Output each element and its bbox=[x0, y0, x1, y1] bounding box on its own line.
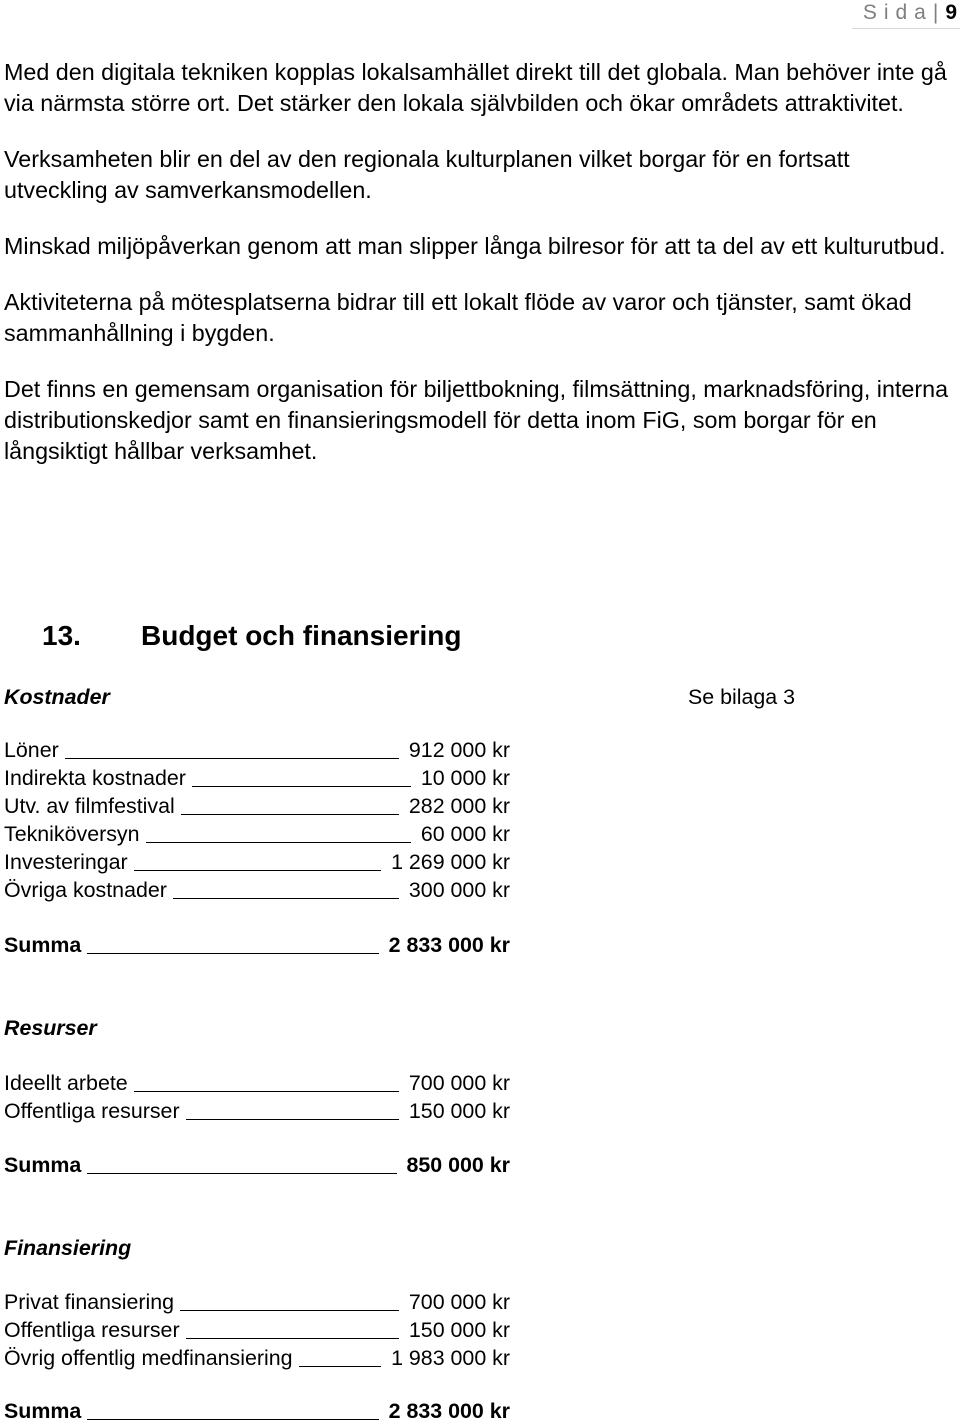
page-header bbox=[863, 0, 957, 26]
costs-heading: Kostnader bbox=[4, 685, 110, 709]
row-label: Investeringar bbox=[4, 850, 128, 874]
total-label: Summa bbox=[4, 933, 82, 957]
section-number: 13. bbox=[42, 620, 81, 651]
fill-line bbox=[87, 1398, 378, 1420]
fill-line bbox=[173, 876, 399, 899]
row-value: 1 983 000 kr bbox=[391, 1346, 510, 1370]
header-separator: | bbox=[932, 1, 939, 24]
financing-total bbox=[4, 1398, 510, 1424]
resources-heading: Resurser bbox=[4, 1016, 97, 1040]
resources-total bbox=[4, 1151, 510, 1179]
row-label: Offentliga resurser bbox=[4, 1318, 180, 1342]
resource-row bbox=[4, 1097, 510, 1125]
fill-line bbox=[134, 848, 381, 871]
cost-row bbox=[4, 876, 510, 904]
row-label: Övriga kostnader bbox=[4, 878, 167, 902]
fill-line bbox=[87, 1151, 396, 1174]
financing-table bbox=[4, 1288, 510, 1372]
section-title: Budget och finansiering bbox=[141, 620, 462, 651]
row-label: Tekniköversyn bbox=[4, 822, 140, 846]
fill-line bbox=[134, 1069, 399, 1092]
total-row bbox=[4, 931, 510, 959]
total-value: 850 000 kr bbox=[406, 1153, 510, 1177]
row-label: Ideellt arbete bbox=[4, 1071, 128, 1095]
row-value: 1 269 000 kr bbox=[391, 850, 510, 874]
header-rule bbox=[852, 28, 960, 29]
total-label: Summa bbox=[4, 1153, 82, 1177]
fill-line bbox=[299, 1344, 382, 1367]
row-label: Övrig offentlig medfinansiering bbox=[4, 1346, 293, 1370]
cost-row bbox=[4, 820, 510, 848]
paragraph: Aktiviteterna på mötesplatserna bidrar till ett lokalt flöde av varor och tjänster, samt ökad sammanhållning i bygden. bbox=[4, 289, 912, 346]
total-row bbox=[4, 1398, 510, 1424]
financing-row bbox=[4, 1288, 510, 1316]
total-value: 2 833 000 kr bbox=[388, 933, 510, 957]
fill-line bbox=[186, 1316, 399, 1339]
resources-table bbox=[4, 1069, 510, 1125]
row-label: Indirekta kostnader bbox=[4, 766, 186, 790]
page-number: 9 bbox=[945, 1, 957, 24]
row-label: Utv. av filmfestival bbox=[4, 794, 175, 818]
fill-line bbox=[146, 820, 411, 843]
row-label: Löner bbox=[4, 738, 59, 762]
fill-line bbox=[87, 931, 378, 954]
cost-row bbox=[4, 736, 510, 764]
financing-row bbox=[4, 1316, 510, 1344]
costs-table bbox=[4, 736, 510, 904]
section-heading bbox=[0, 616, 960, 656]
paragraph: Minskad miljöpåverkan genom att man slipper långa bilresor för att ta del av ett kulturutbud. bbox=[4, 233, 946, 259]
paragraph: Verksamheten blir en del av den regionala kulturplanen vilket borgar för en fortsatt utveckling av samverkansmodellen. bbox=[4, 146, 850, 203]
financing-heading: Finansiering bbox=[4, 1236, 132, 1260]
row-value: 912 000 kr bbox=[408, 738, 510, 762]
row-value: 150 000 kr bbox=[408, 1318, 510, 1342]
cost-row bbox=[4, 792, 510, 820]
resource-row bbox=[4, 1069, 510, 1097]
total-label: Summa bbox=[4, 1399, 82, 1423]
row-value: 282 000 kr bbox=[408, 794, 510, 818]
body-text bbox=[4, 57, 958, 492]
cost-row bbox=[4, 848, 510, 876]
row-value: 10 000 kr bbox=[420, 766, 510, 790]
fill-line bbox=[181, 792, 399, 815]
total-value: 2 833 000 kr bbox=[388, 1399, 510, 1423]
fill-line bbox=[65, 736, 399, 759]
row-value: 700 000 kr bbox=[408, 1071, 510, 1095]
page-label: Sida bbox=[862, 1, 933, 24]
fill-line bbox=[180, 1288, 399, 1311]
fill-line bbox=[186, 1097, 399, 1120]
row-value: 300 000 kr bbox=[408, 878, 510, 902]
fill-line bbox=[192, 764, 411, 787]
paragraph: Med den digitala tekniken kopplas lokalsamhället direkt till det globala. Man behöver inte gå via närmsta större ort. Det stärker den lokala självbilden och ökar områdets attraktivitet. bbox=[4, 59, 947, 116]
financing-row bbox=[4, 1344, 510, 1372]
row-label: Offentliga resurser bbox=[4, 1099, 180, 1123]
paragraph: Det finns en gemensam organisation för biljettbokning, filmsättning, marknadsföring, interna distributionskedjor samt en finansieringsmodell för detta inom FiG, som borgar för en långsiktigt hållbar verksamhet. bbox=[4, 376, 949, 464]
row-value: 60 000 kr bbox=[420, 822, 510, 846]
row-label: Privat finansiering bbox=[4, 1290, 175, 1314]
row-value: 700 000 kr bbox=[408, 1290, 510, 1314]
cost-row bbox=[4, 764, 510, 792]
see-attachment-note: Se bilaga 3 bbox=[688, 685, 796, 709]
costs-total bbox=[4, 931, 510, 959]
total-row bbox=[4, 1151, 510, 1179]
row-value: 150 000 kr bbox=[408, 1099, 510, 1123]
